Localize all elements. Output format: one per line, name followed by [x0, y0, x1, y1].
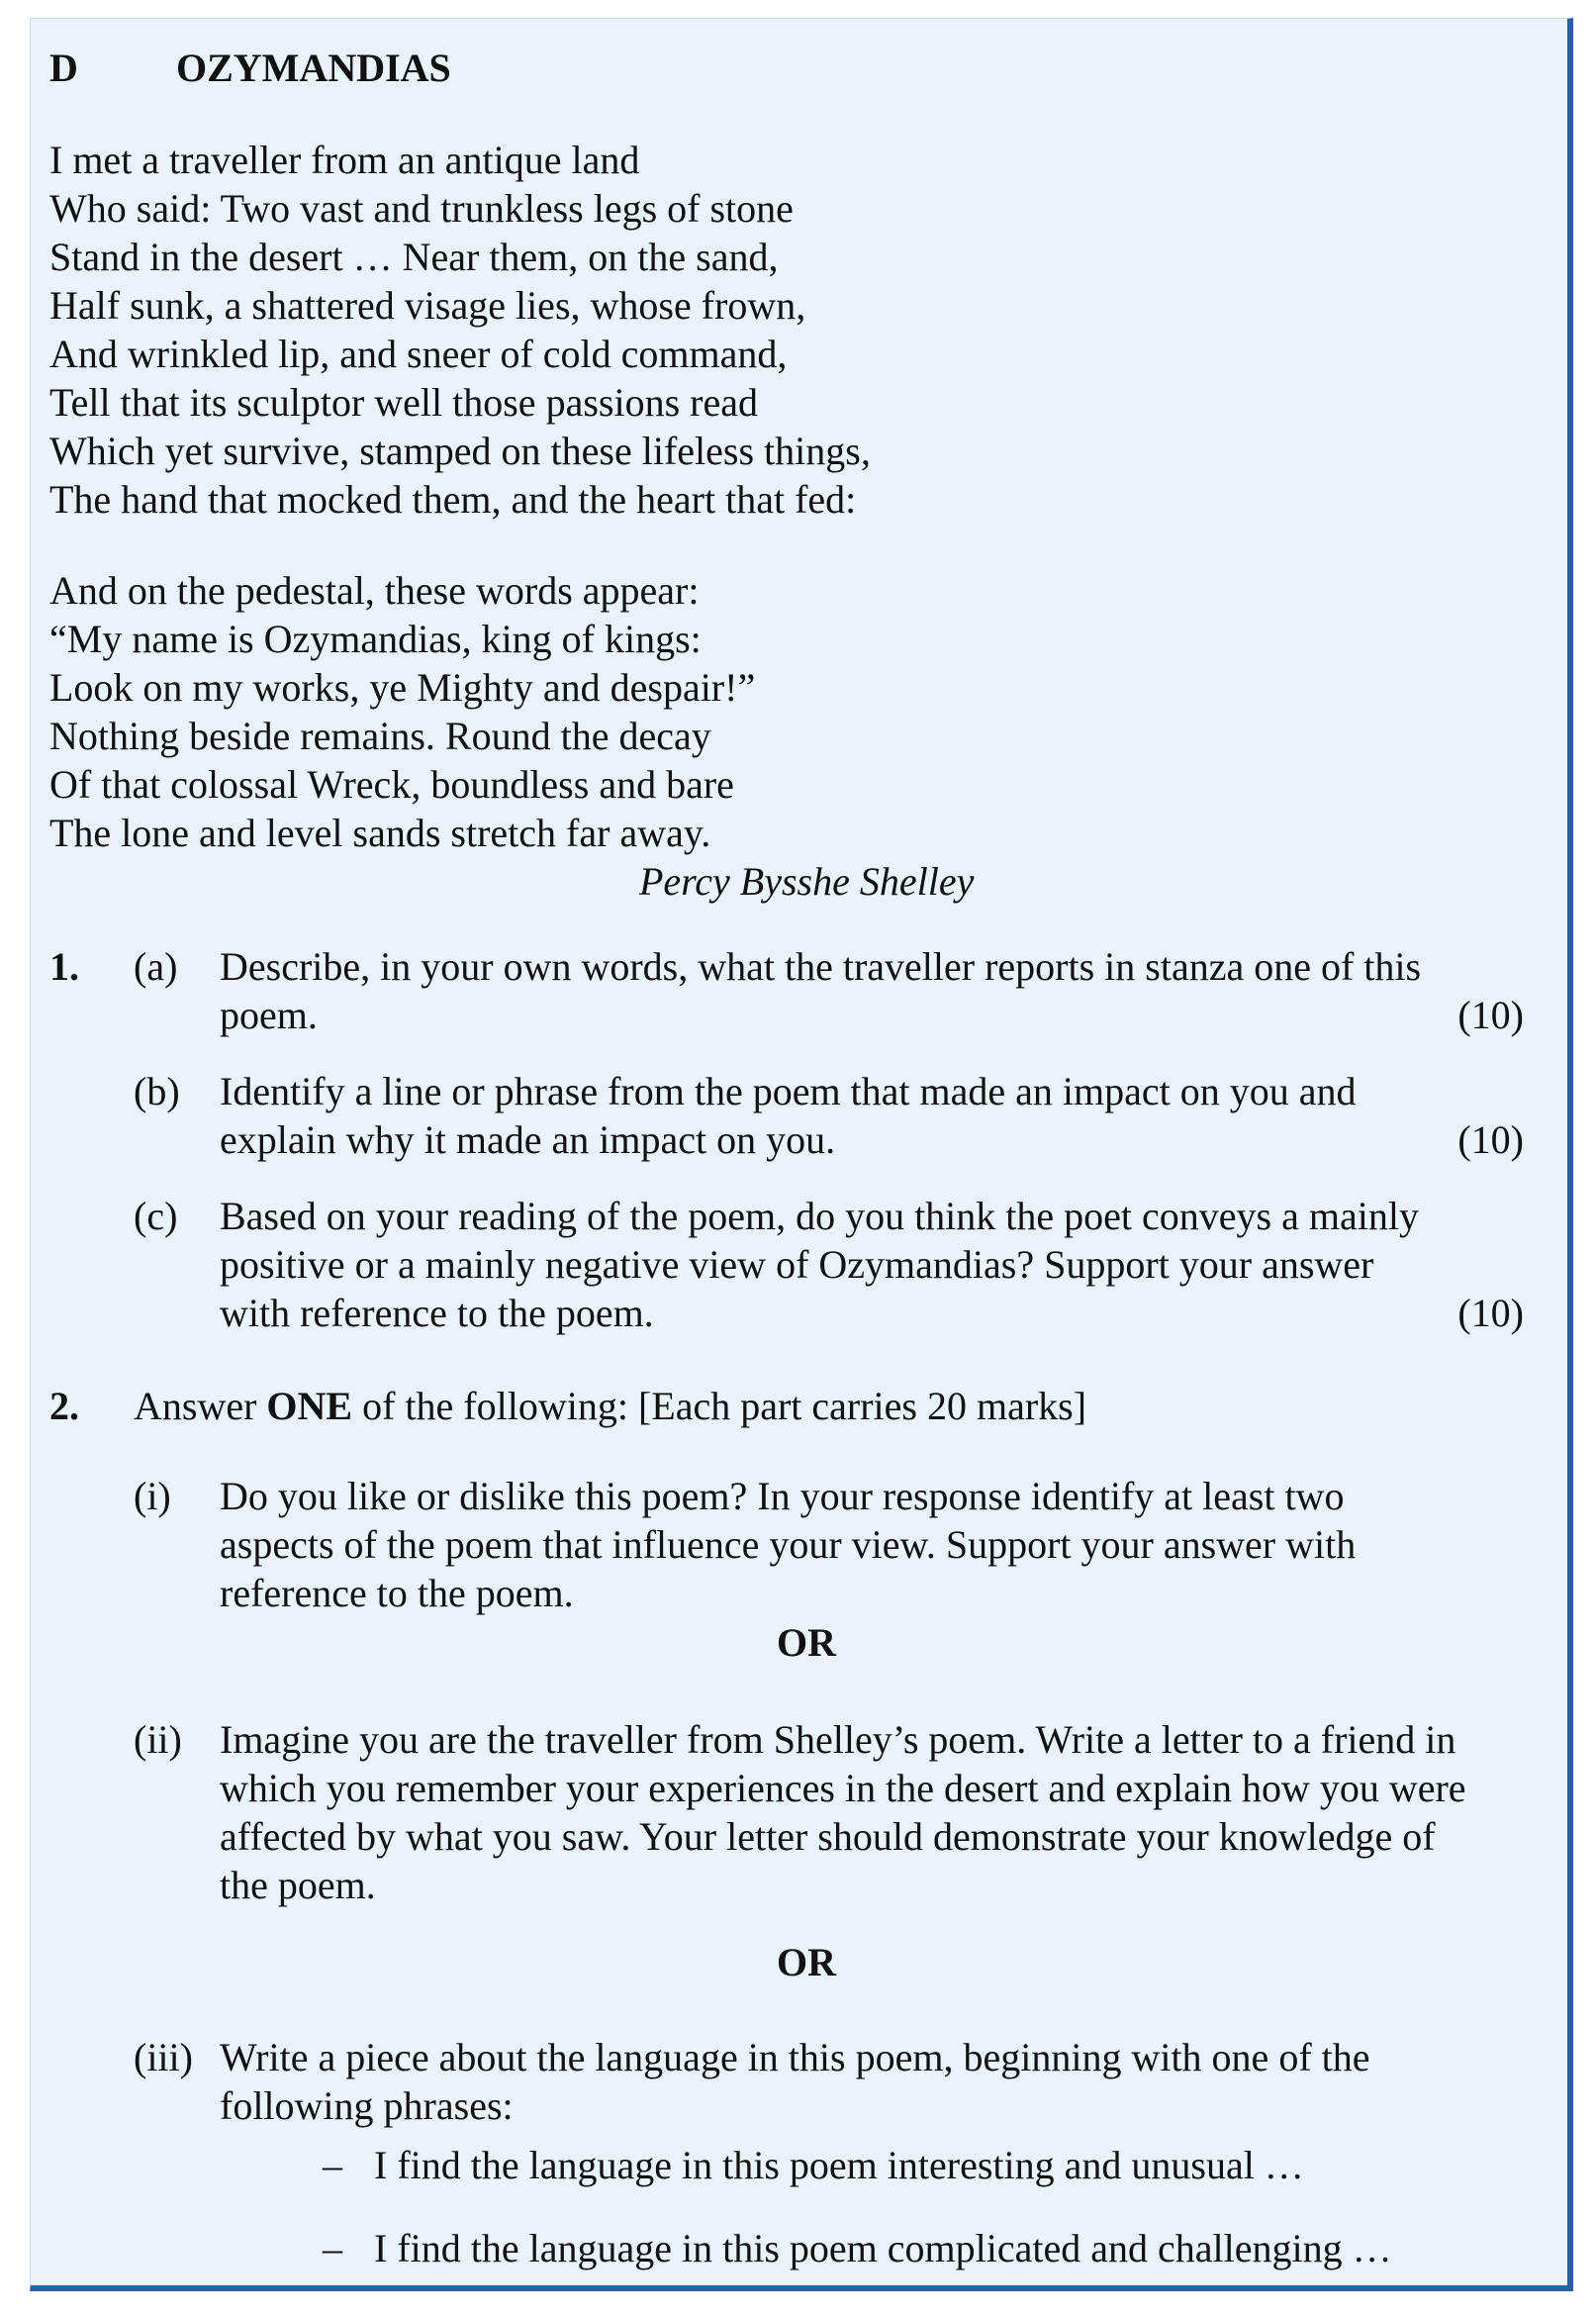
- q1b-line: Identify a line or phrase from the poem that made an impact on you and: [220, 1069, 1357, 1113]
- poem-line: The lone and level sands stretch far away.: [49, 811, 711, 855]
- q2iii-line: Write a piece about the language in this poem, beginning with one of the: [220, 2035, 1370, 2079]
- poem-line: Half sunk, a shattered visage lies, whose frown,: [49, 283, 806, 328]
- or-separator: OR: [777, 1940, 836, 1984]
- q1b-label: (b): [134, 1069, 180, 1113]
- q1b-line: explain why it made an impact on you.: [220, 1117, 836, 1162]
- q2i-label: (i): [134, 1474, 171, 1518]
- poem-line: I met a traveller from an antique land: [49, 138, 640, 182]
- section-letter: D: [49, 46, 78, 90]
- q2i-line: reference to the poem.: [220, 1571, 574, 1615]
- or-separator: OR: [777, 1620, 836, 1665]
- q2iii-line: following phrases:: [220, 2083, 514, 2128]
- poem-line: Nothing beside remains. Round the decay: [49, 714, 711, 758]
- q1a-line: poem.: [220, 993, 318, 1037]
- question-1-number: 1.: [49, 944, 79, 989]
- q2ii-line: the poem.: [220, 1863, 376, 1907]
- q2ii-line: affected by what you saw. Your letter should demonstrate your knowledge of: [220, 1814, 1436, 1859]
- q2ii-text: [220, 1715, 1466, 1909]
- q1a-text: [220, 942, 1421, 1039]
- q2i-line: Do you like or dislike this poem? In your response identify at least two: [220, 1474, 1345, 1518]
- poem-line: And wrinkled lip, and sneer of cold command,: [49, 332, 788, 376]
- q1c-line: with reference to the poem.: [220, 1291, 654, 1335]
- phrase-option: I find the language in this poem complicated and challenging …: [374, 2226, 1392, 2270]
- poem-line: Stand in the desert … Near them, on the sand,: [49, 235, 779, 279]
- q2ii-line: which you remember your experiences in the desert and explain how you were: [220, 1766, 1466, 1810]
- q1c-line: Based on your reading of the poem, do you think the poet conveys a mainly: [220, 1194, 1419, 1238]
- phrase-option: I find the language in this poem interesting and unusual …: [374, 2143, 1304, 2187]
- poem-stanza-1: [49, 136, 871, 524]
- q1c-marks: (10): [1457, 1291, 1524, 1335]
- q1c-line: positive or a mainly negative view of Ozymandias? Support your answer: [220, 1242, 1374, 1287]
- q1c-label: (c): [134, 1194, 178, 1238]
- poem-line: The hand that mocked them, and the heart that fed:: [49, 477, 857, 522]
- q2iii-label: (iii): [134, 2035, 193, 2079]
- q2ii-label: (ii): [134, 1717, 182, 1762]
- q1a-marks: (10): [1457, 993, 1524, 1037]
- poem-stanza-2: [49, 566, 755, 857]
- q2-intro-pre: Answer: [134, 1384, 267, 1428]
- poem-line: Of that colossal Wreck, boundless and bare: [49, 762, 734, 807]
- q1c-text: [220, 1192, 1419, 1337]
- poem-line: And on the pedestal, these words appear:: [49, 568, 700, 613]
- section-title: OZYMANDIAS: [176, 46, 451, 90]
- dash-bullet: –: [323, 2143, 342, 2187]
- q1a-label: (a): [134, 944, 178, 989]
- dash-bullet: –: [323, 2226, 342, 2270]
- q2-intro-post: of the following: [Each part carries 20 marks]: [352, 1384, 1087, 1428]
- q2i-line: aspects of the poem that influence your view. Support your answer with: [220, 1522, 1357, 1567]
- question-2-number: 2.: [49, 1384, 79, 1428]
- q2iii-text: [220, 2033, 1370, 2130]
- q1b-marks: (10): [1457, 1117, 1524, 1162]
- q1a-line: Describe, in your own words, what the traveller reports in stanza one of this: [220, 944, 1422, 989]
- q2-intro-bold: ONE: [266, 1384, 353, 1428]
- q1b-text: [220, 1067, 1357, 1164]
- poem-line: “My name is Ozymandias, king of kings:: [49, 617, 702, 661]
- poem-line: Tell that its sculptor well those passions read: [49, 380, 758, 425]
- q2-intro: [134, 1382, 1086, 1430]
- poem-line: Who said: Two vast and trunkless legs of stone: [49, 186, 794, 231]
- q2i-text: [220, 1472, 1356, 1617]
- poem-line: Look on my works, ye Mighty and despair!”: [49, 665, 756, 710]
- poem-line: Which yet survive, stamped on these lifeless things,: [49, 429, 871, 473]
- poem-author: Percy Bysshe Shelley: [639, 859, 975, 904]
- q2ii-line: Imagine you are the traveller from Shelley’s poem. Write a letter to a friend in: [220, 1717, 1456, 1762]
